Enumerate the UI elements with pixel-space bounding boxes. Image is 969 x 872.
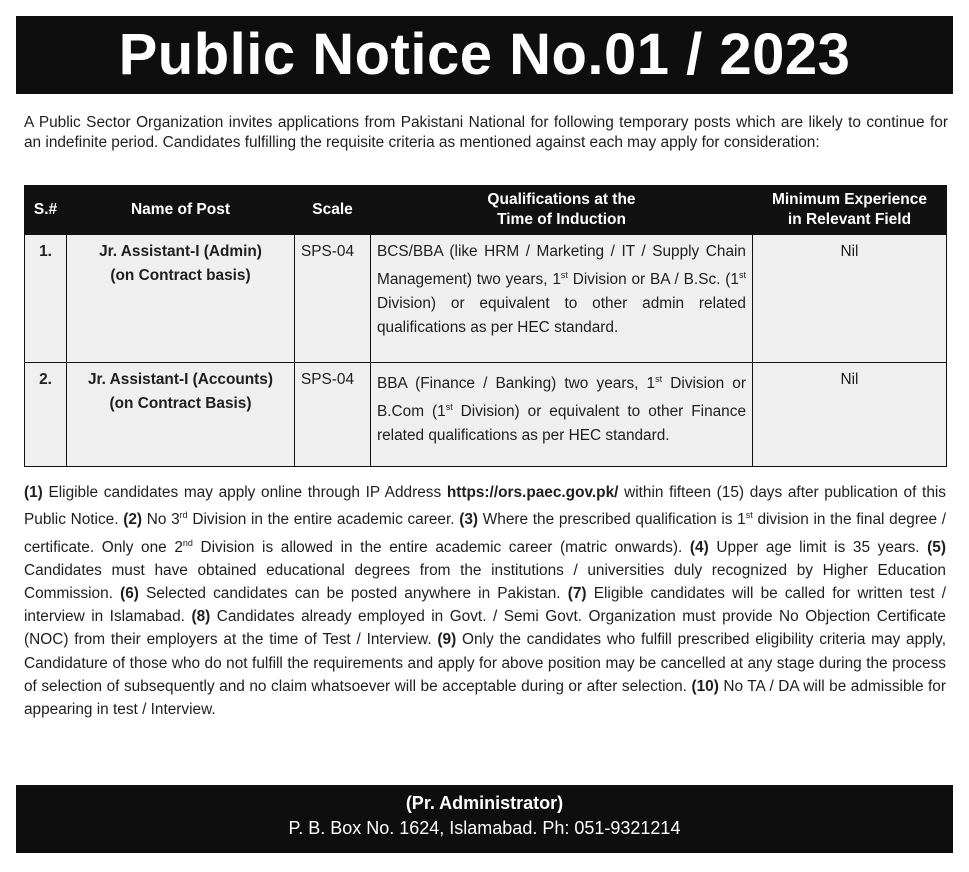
- row-sn: 2.: [25, 363, 67, 467]
- condition-number: (5): [927, 538, 946, 556]
- ordinal-suffix: st: [655, 374, 663, 384]
- condition-number: (10): [691, 677, 724, 695]
- header-scale: Scale: [295, 186, 371, 235]
- intro-paragraph: A Public Sector Organization invites applications from Pakistani National for following temporary posts which are likely to continue for an indefinite period. Candidates fulfilling the requisite criteria as mentioned against each may apply for consideration:: [24, 114, 948, 151]
- notice-title-banner: [16, 16, 953, 94]
- post-basis: (on Contract Basis): [109, 394, 252, 412]
- header-qualifications: [371, 186, 753, 235]
- condition-item: (4) Upper age limit is 35 years.: [689, 538, 920, 556]
- table-row: [25, 363, 947, 467]
- condition-number: (4): [689, 538, 717, 556]
- contact-address: P. B. Box No. 1624, Islamabad. Ph: 051-9321214: [288, 818, 681, 838]
- condition-number: (6): [120, 585, 147, 603]
- row-post: [67, 235, 295, 363]
- condition-item: (5) Candidates must have obtained educational degrees from the institutions / universities duly recognized by Higher Education Commission.: [24, 538, 946, 603]
- row-qualification: BCS/BBA (like HRM / Marketing / IT / Supply Chain Management) two years, 1st Division or BA / B.Sc. (1st Division) or equivalent to other admin related qualifications as per HEC standard.: [371, 235, 753, 363]
- table-row: [25, 235, 947, 363]
- post-basis: (on Contract basis): [110, 266, 251, 284]
- header-experience: [753, 186, 947, 235]
- conditions-paragraph: [24, 481, 946, 721]
- ordinal-suffix: st: [738, 269, 746, 280]
- post-title: Jr. Assistant-I (Admin): [99, 243, 262, 260]
- header-qual-line1: Qualifications at the: [487, 191, 636, 208]
- condition-number: (8): [191, 608, 217, 626]
- footer-banner: [16, 785, 953, 853]
- header-post: Name of Post: [67, 186, 295, 235]
- header-exp-line1: Minimum Experience: [771, 191, 928, 208]
- condition-number: (7): [567, 585, 594, 603]
- condition-item: (7) Eligible candidates will be called for written test / interview in Islamabad.: [24, 585, 947, 626]
- application-url-link[interactable]: https://ors.paec.gov.pk/: [446, 484, 619, 501]
- table-header-row: [25, 186, 947, 235]
- header-qual-line2: Time of Induction: [497, 211, 626, 228]
- condition-item: (10) No TA / DA will be admissible for appearing in test / Interview.: [24, 677, 946, 719]
- row-experience: Nil: [753, 363, 947, 467]
- condition-item: (1) Eligible candidates may apply online through IP Address https://ors.paec.gov.pk/ within fifteen (15) days after publication of this Public Notice.: [24, 484, 946, 529]
- header-exp-line2: in Relevant Field: [787, 211, 912, 228]
- condition-number: (3): [459, 511, 483, 529]
- row-experience: Nil: [753, 235, 947, 363]
- condition-number: (2): [123, 511, 147, 529]
- ordinal-suffix: rd: [179, 510, 188, 521]
- ordinal-suffix: st: [745, 510, 753, 521]
- row-post: [67, 363, 295, 467]
- condition-item: (9) Only the candidates who fulfill prescribed eligibility criteria may apply, Candidature of those who do not fulfill the requirements and apply for above position may be cancelled at any stage during the process of selection of subsequently and no claim whatsoever will be acceptable during or after selection.: [24, 631, 946, 695]
- ordinal-suffix: st: [560, 269, 568, 280]
- header-sn: S.#: [25, 186, 67, 235]
- notice-title: Public Notice No.01 / 2023: [118, 22, 851, 87]
- posts-table: [24, 185, 947, 467]
- condition-item: (2) No 3rd Division in the entire academic career.: [123, 510, 455, 529]
- condition-item: (3) Where the prescribed qualification is 1st division in the final degree / certificate. Only one 2nd Division is allowed in the entire academic career (matric onwards).: [24, 510, 947, 556]
- row-qualification: BBA (Finance / Banking) two years, 1st Division or B.Com (1st Division) or equivalent to other Finance related qualifications as per HEC standard.: [371, 363, 753, 467]
- condition-item: (6) Selected candidates can be posted anywhere in Pakistan.: [120, 585, 561, 603]
- post-title: Jr. Assistant-I (Accounts): [87, 371, 273, 388]
- signatory: (Pr. Administrator): [405, 793, 564, 813]
- condition-number: (9): [437, 631, 463, 649]
- ordinal-suffix: nd: [182, 537, 193, 548]
- row-scale: SPS-04: [295, 235, 371, 363]
- row-sn: 1.: [25, 235, 67, 363]
- condition-item: (8) Candidates already employed in Govt. / Semi Govt. Organization must provide No Objection Certificate (NOC) from their employers at the time of Test / Interview.: [24, 608, 946, 649]
- row-scale: SPS-04: [295, 363, 371, 467]
- condition-number: (1): [24, 484, 49, 501]
- ordinal-suffix: st: [445, 401, 453, 412]
